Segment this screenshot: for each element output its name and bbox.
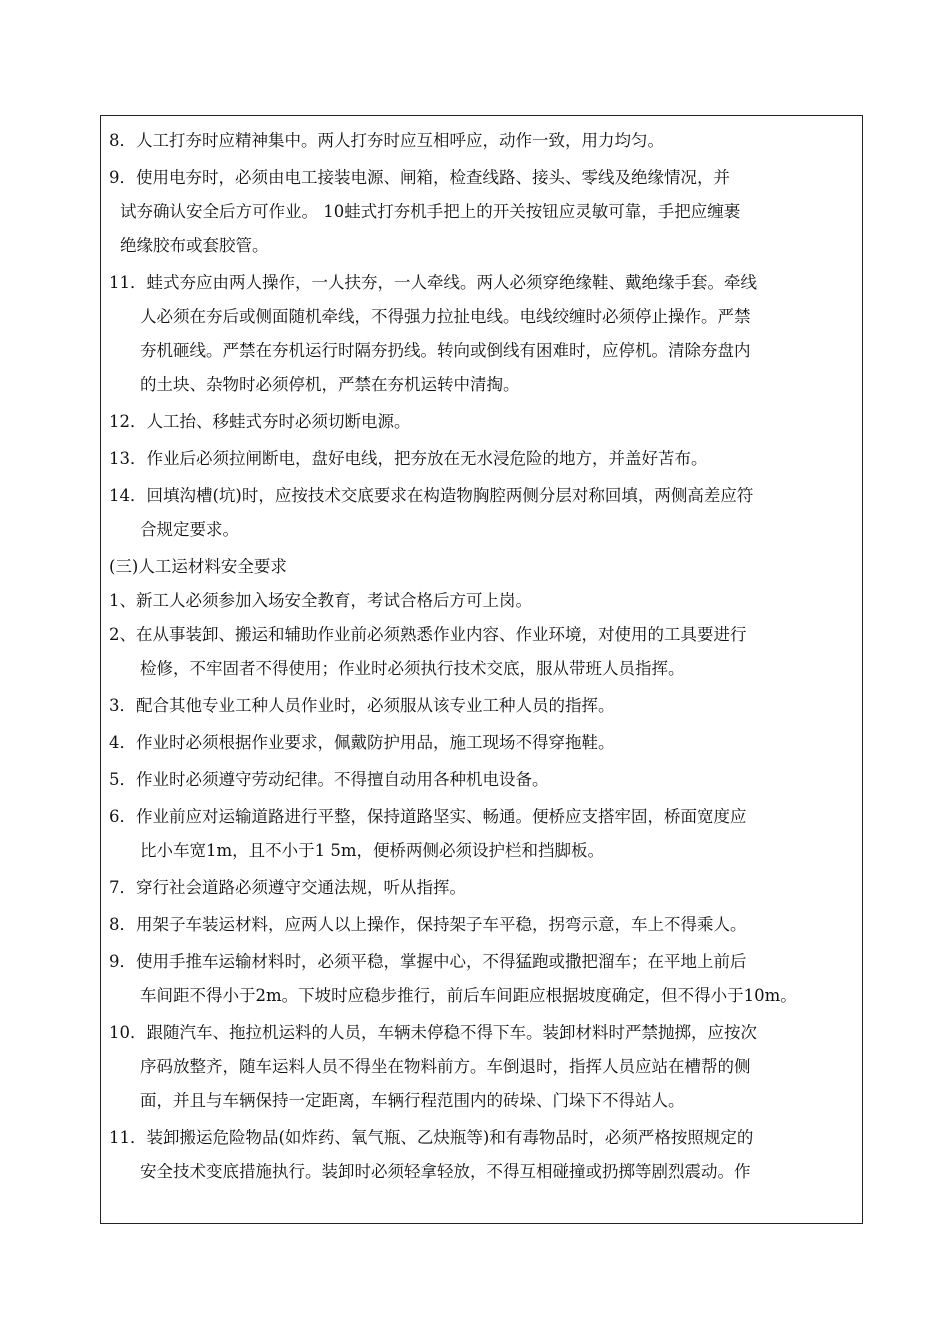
text-line: 比小车宽1m，且不小于1 5m，便桥两侧必须设护栏和挡脚板。: [140, 841, 605, 860]
text-line: 检修，不牢固者不得使用；作业时必须执行技术交底，服从带班人员指挥。: [140, 659, 685, 678]
text-line: 8．用架子车装运材料，应两人以上操作，保持架子车平稳，拐弯示意，车上不得乘人。: [109, 915, 747, 934]
text-line: 2、在从事装卸、搬运和辅助作业前必须熟悉作业内容、作业环境，对使用的工具要进行: [109, 625, 747, 644]
text-line: 5．作业时必须遵守劳动纪律。不得擅自动用各种机电设备。: [109, 770, 549, 789]
text-line: 夯机砸线。严禁在夯机运行时隔夯扔线。转向或倒线有困难时，应停机。清除夯盘内: [140, 341, 751, 360]
text-line: 8．人工打夯时应精神集中。两人打夯时应互相呼应，动作一致，用力均匀。: [109, 131, 664, 150]
paragraph: [109, 763, 857, 797]
paragraph: [109, 479, 857, 547]
text-line: 绝缘胶布或套胶管。: [120, 236, 269, 255]
text-line: 9．使用电夯时，必须由电工接装电源、闸箱，检查线路、接头、零线及绝缘情况，并: [109, 168, 730, 187]
paragraph: [109, 124, 857, 158]
paragraph: [109, 405, 857, 439]
text-line: 11．蛙式夯应由两人操作，一人扶夯，一人牵线。两人必须穿绝缘鞋、戴绝缘手套。牵线: [109, 273, 757, 292]
text-line: 11．装卸搬运危险物品(如炸药、氧气瓶、乙炔瓶等)和有毒物品时，必须严格按照规定的: [109, 1128, 754, 1147]
paragraph: [109, 161, 857, 263]
paragraph: [109, 689, 857, 723]
paragraph: [109, 908, 857, 942]
paragraph: [109, 871, 857, 905]
text-line: 安全技术变底措施执行。装卸时必须轻拿轻放，不得互相碰撞或扔掷等剧烈震动。作: [140, 1162, 751, 1181]
text-line: 1、新工人必须参加入场安全教育，考试合格后方可上岗。: [109, 591, 532, 610]
text-line: 试夯确认安全后方可作业。 10蛙式打夯机手把上的开关按钮应灵敏可靠，手把应缠裹: [120, 202, 741, 221]
paragraph: [109, 945, 857, 1013]
text-line: 7．穿行社会道路必须遵守交通法规，听从指挥。: [109, 878, 466, 897]
paragraph: [109, 266, 857, 402]
text-line: 人必须在夯后或侧面随机牵线，不得强力拉扯电线。电线绞缠时必须停止操作。严禁: [140, 307, 751, 326]
paragraph: [109, 800, 857, 868]
content-box: [100, 115, 863, 1224]
text-line: 12．人工抬、移蛙式夯时必须切断电源。: [109, 412, 411, 431]
paragraph: [109, 442, 857, 476]
text-line: 6．作业前应对运输道路进行平整，保持道路坚实、畅通。便桥应支搭牢固，桥面宽度应: [109, 807, 747, 826]
text-line: 序码放整齐，随车运料人员不得坐在物料前方。车倒退时，指挥人员应站在槽帮的侧: [140, 1057, 751, 1076]
text-line: 的土块、杂物时必须停机，严禁在夯机运转中清掏。: [140, 375, 520, 394]
paragraph: [109, 1016, 857, 1118]
text-line: 合规定要求。: [140, 520, 239, 539]
text-line: 13．作业后必须拉闸断电，盘好电线，把夯放在无水浸危险的地方，并盖好苫布。: [109, 449, 708, 468]
paragraph: [109, 726, 857, 760]
text-line: 14．回填沟槽(坑)时，应按技术交底要求在构造物胸腔两侧分层对称回填，两侧高差应符: [109, 486, 754, 505]
document-body: [109, 124, 857, 1189]
paragraph: [109, 1121, 857, 1189]
text-line: (三)人工运材料安全要求: [109, 557, 287, 576]
text-line: 9．使用手推车运输材料时，必须平稳，掌握中心，不得猛跑或撒把溜车；在平地上前后: [109, 952, 747, 971]
text-line: 3．配合其他专业工种人员作业时，必须服从该专业工种人员的指挥。: [109, 696, 615, 715]
text-line: 面，并且与车辆保持一定距离，车辆行程范围内的砖垛、门垛下不得站人。: [140, 1091, 685, 1110]
text-line: 10．跟随汽车、拖拉机运料的人员，车辆未停稳不得下车。装卸材料时严禁抛掷，应按次: [109, 1023, 757, 1042]
text-line: 车间距不得小于2m。下坡时应稳步推行，前后车间距应根据坡度确定，但不得小于10m。: [140, 986, 797, 1005]
paragraph: [109, 618, 857, 686]
text-line: 4．作业时必须根据作业要求，佩戴防护用品，施工现场不得穿拖鞋。: [109, 733, 615, 752]
paragraph: [109, 584, 857, 618]
section-heading: [109, 550, 857, 584]
